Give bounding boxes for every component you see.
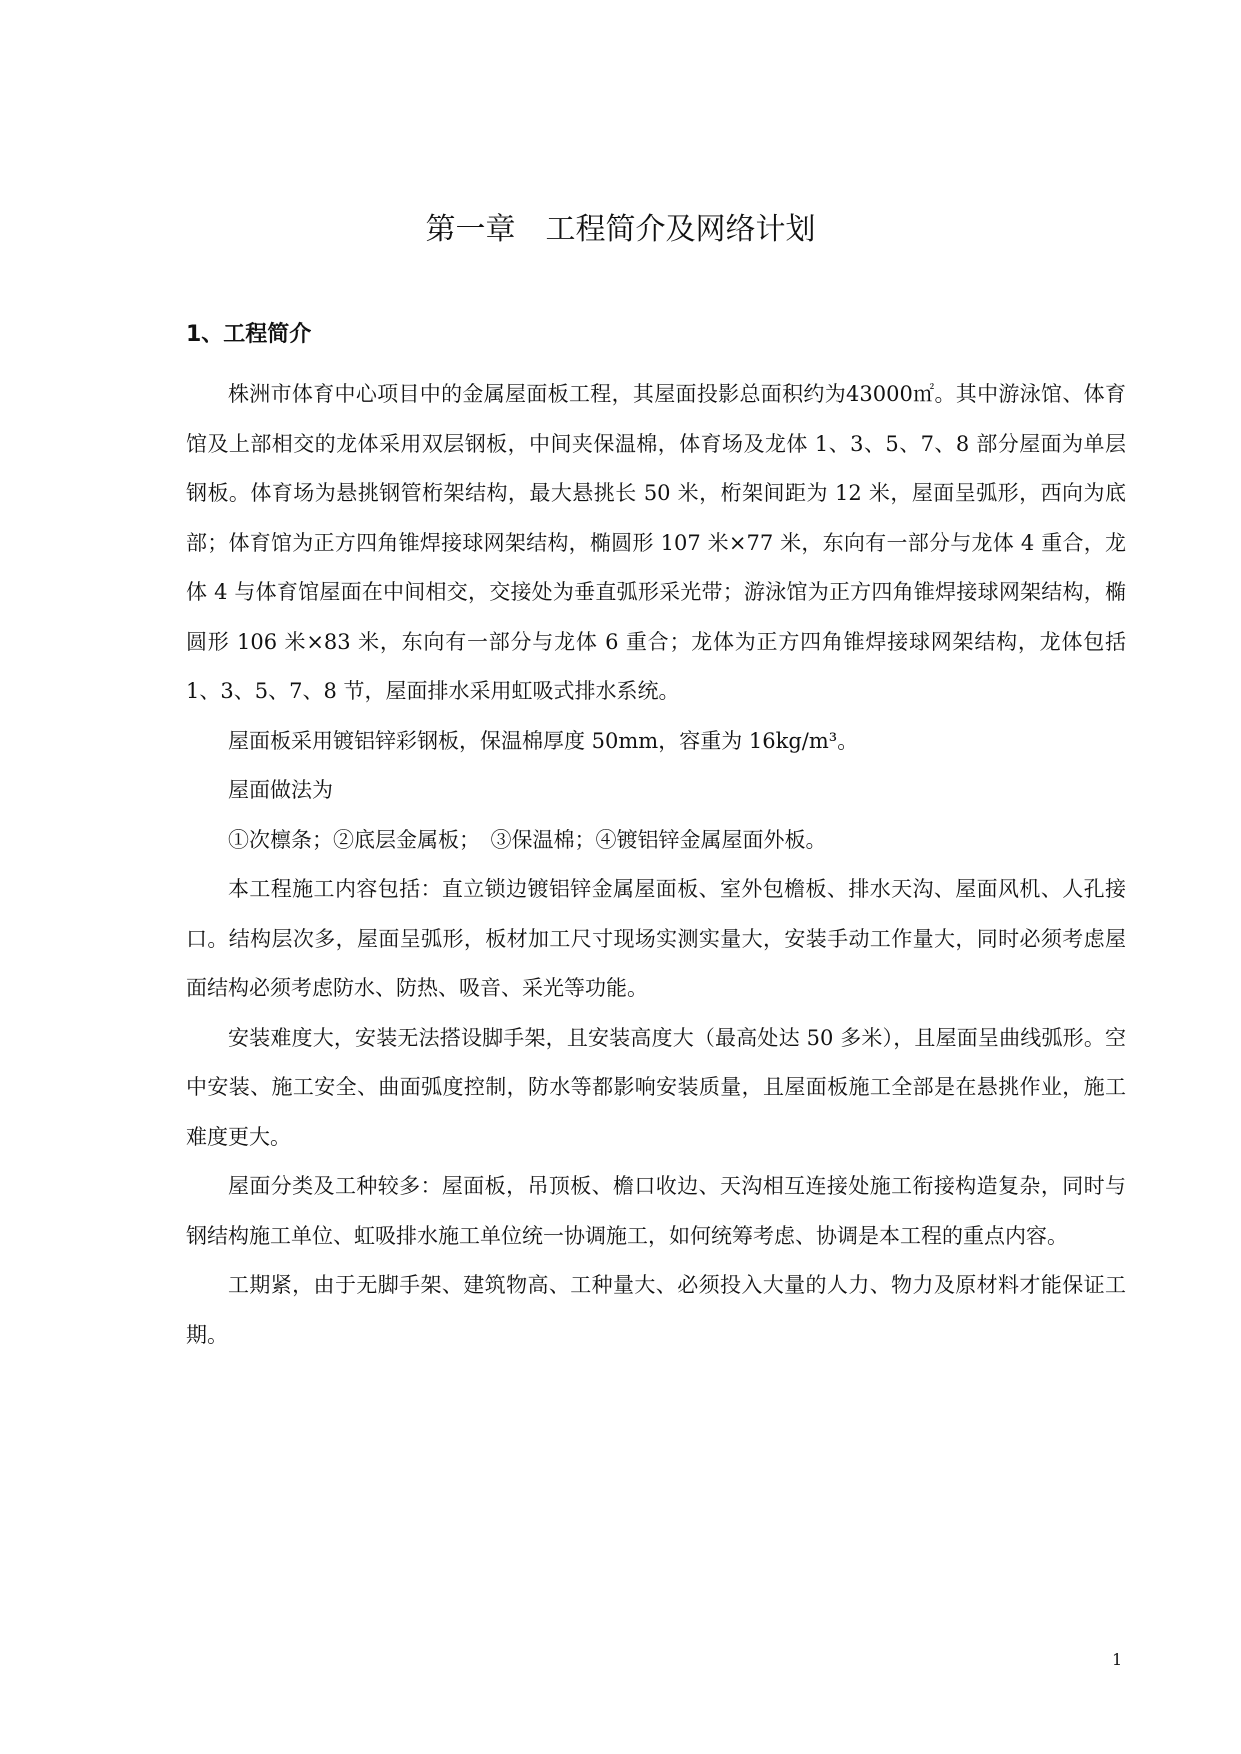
paragraph-project-overview: 株洲市体育中心项目中的金属屋面板工程，其屋面投影总面积约为43000㎡。其中游泳馆、体育馆及上部相交的龙体采用双层钢板，中间夹保温棉，体育场及龙体 1、3、5、7、8 部分屋面为单层钢板。体育场为悬挑钢管桁架结构，最大悬挑长 50 米，桁架间距为 12 米，屋面呈弧形，西向为底部；体育馆为正方四角锥焊接球网架结构，椭圆形 107 米×77 米，东向有一部分与龙体 4 重合，龙体 4 与体育馆屋面在中间相交，交接处为垂直弧形采光带；游泳馆为正方四角锥焊接球网架结构，椭圆形 106 米×83 米，东向有一部分与龙体 6 重合；龙体为正方四角锥焊接球网架结构，龙体包括 1、3、5、7、8 节，屋面排水采用虹吸式排水系统。 [186, 382, 1126, 703]
page-number: 1 [1112, 1650, 1123, 1669]
chapter-title: 第一章 工程简介及网络计划 [425, 212, 816, 247]
body-text [186, 370, 1126, 1360]
paragraph-installation-difficulty: 安装难度大，安装无法搭设脚手架，且安装高度大（最高处达 50 多米），且屋面呈曲线弧形。空中安装、施工安全、曲面弧度控制，防水等都影响安装质量，且屋面板施工全部是在悬挑作业，施工难度更大。 [186, 1025, 1126, 1149]
paragraph-schedule: 工期紧，由于无脚手架、建筑物高、工种量大、必须投入大量的人力、物力及原材料才能保证工期。 [186, 1273, 1126, 1347]
section-heading: 1、工程简介 [186, 322, 312, 347]
paragraph-roof-method-label: 屋面做法为 [228, 778, 333, 802]
paragraph-construction-scope: 本工程施工内容包括：直立锁边镀铝锌金属屋面板、室外包檐板、排水天沟、屋面风机、人孔接口。结构层次多，屋面呈弧形，板材加工尺寸现场实测实量大，安装手动工作量大，同时必须考虑屋面结构必须考虑防水、防热、吸音、采光等功能。 [186, 877, 1126, 1000]
paragraph-roof-panel-material: 屋面板采用镀铝锌彩钢板，保温棉厚度 50mm，容重为 16kg/m³。 [228, 728, 859, 753]
paragraph-roof-types: 屋面分类及工种较多：屋面板，吊顶板、檐口收边、天沟相互连接处施工衔接构造复杂，同时与钢结构施工单位、虹吸排水施工单位统一协调施工，如何统筹考虑、协调是本工程的重点内容。 [186, 1174, 1126, 1248]
paragraph-roof-layers: ①次檩条；②底层金属板； ③保温棉；④镀铝锌金属屋面外板。 [228, 827, 827, 852]
